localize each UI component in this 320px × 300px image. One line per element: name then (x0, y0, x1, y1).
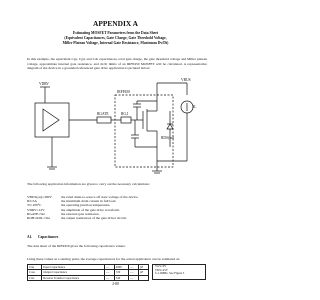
param-description: the external gate resistance. (61, 211, 100, 216)
application-parameters (27, 195, 207, 220)
param-key: VBUS(on)=300V (27, 195, 52, 199)
capacitance-intro: The data sheet of the IRFP450 gives the following capacitance values: (27, 244, 126, 248)
section-title: Capacitances (37, 235, 59, 239)
unit-cell (138, 275, 148, 280)
appendix-title: APPENDIX A (93, 19, 138, 28)
name-cell: Input Capacitance (42, 265, 105, 270)
vdrv-label: VDRV (39, 82, 49, 86)
body-diode-symbol (167, 124, 173, 129)
closing-paragraph: Using these values as a starting point, the average capacitances for the actual application can be estimated as: (27, 257, 180, 261)
test-conditions (152, 264, 206, 280)
irfp450-label: IRFP450 (117, 90, 130, 94)
capacitance-spec-table (27, 264, 207, 280)
rdson-label: RDS(on) (161, 136, 174, 140)
gate-drive-circuit-diagram (25, 77, 207, 180)
unit-cell: pF (138, 270, 148, 275)
appendix-subtitle (10, 31, 221, 46)
driver-box (35, 103, 69, 137)
symbol-cell: Crss (28, 275, 42, 280)
subtitle-line-2: (Equivalent Capacitances, Gate Charge, Gate Threshold Voltage, (64, 36, 167, 40)
param-description: the operating junction temperature. (61, 203, 111, 208)
condition-vgs: VGS=0V (155, 264, 167, 268)
vbus-label: VBUS (181, 78, 191, 82)
rgi-label: RG,I (121, 112, 129, 116)
section-heading (27, 235, 58, 239)
subtitle-line-3: Miller Plateau Voltage, Internal Gate Resistance, Maximum Dv/Dt) (62, 41, 169, 45)
min-cell: — (105, 265, 115, 270)
typ-cell: 720 (114, 270, 129, 275)
driver-buffer-symbol (43, 109, 59, 131)
typ-cell: 340 (114, 275, 129, 280)
param-description: the output resistances of the gate driver circuit. (61, 216, 127, 221)
il-label: IL (193, 105, 197, 109)
param-key: RGATE=5Ω (27, 211, 45, 216)
param-key: TJ=100°C (27, 203, 42, 208)
name-cell: Output Capacitance (42, 270, 105, 275)
internal-gate-resistor (121, 117, 131, 123)
section-number: A1. (27, 235, 33, 239)
table-row (28, 275, 149, 280)
min-cell: — (105, 275, 115, 280)
param-key: ROH=ROL=5Ω (27, 216, 50, 221)
max-cell: — (129, 265, 139, 270)
page-number: 2-80 (112, 282, 119, 286)
rgate-label: RGATE (97, 112, 109, 116)
subtitle-line-1: Estimating MOSFET Parameters from the Data Sheet (72, 31, 159, 35)
rgate-resistor (97, 117, 111, 123)
max-cell: — (129, 270, 139, 275)
irfp450-device-box (115, 95, 173, 167)
param-key: VDRV=12V (27, 207, 45, 212)
param-description: the amplitude of the gate drive waveform. (61, 207, 120, 212)
unit-cell: pF (138, 265, 148, 270)
min-cell: — (105, 270, 115, 275)
intro-paragraph: In this example, the equivalent Cgs, Cgd, and Cds capacitances, total gate charge, the gate threshold voltage and Miller plateau voltage, approximate internal gate resistance, and dv/dt limits of an IRFP450 MOSFET will be calculated. A representative diagram of the device in a grounded referenced gate drive application is pictured below: (27, 57, 207, 71)
params-intro: The following application information are given to carry out the necessary calculations: (27, 182, 150, 186)
typ-cell: 2600 (114, 265, 129, 270)
condition-frequency: f=1.0MHz, See Figure 5 (155, 271, 185, 276)
param-key: ID=5A (27, 199, 37, 204)
name-cell: Reverse Transfer Capacitance (42, 275, 105, 280)
condition-vds: VDS=25V (155, 267, 168, 272)
symbol-cell: Coss (28, 270, 42, 275)
param-description: the maximum drain current in full load. (61, 199, 117, 204)
param-description: the rated drain-to-source off state voltage of the device. (61, 195, 139, 199)
param-row (27, 216, 207, 220)
max-cell: — (129, 275, 139, 280)
symbol-cell: Ciss (28, 265, 42, 270)
